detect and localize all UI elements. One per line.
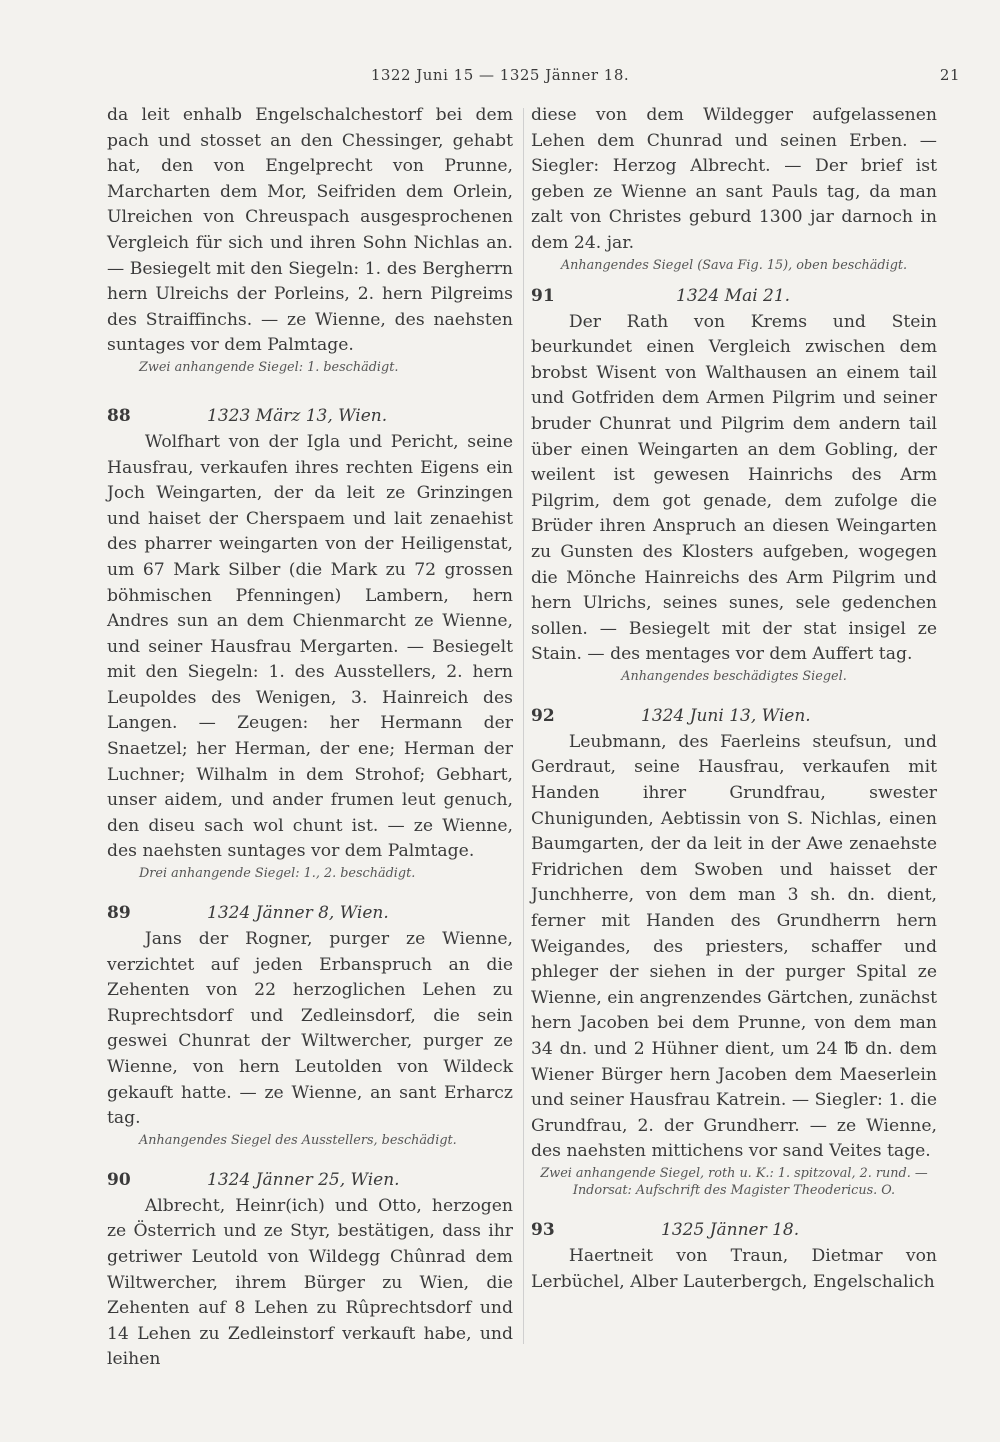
entry-text: Albrecht, Heinr(ich) und Otto, herzogen ze Österrich und ze Styr, bestätigen, dass ihr getriwer Leutold von Wildegg Chûnrad dem Wiltwercher, ihrem Bürger zu Wien, die Zehenten auf 8 Lehen zu Rûprechtsdorf und 14 Lehen zu Zedleinstorf verkauft habe, und leihen xyxy=(107,1195,513,1370)
seal-note: Zwei anhangende Siegel: 1. beschädigt. xyxy=(139,359,399,375)
entry-date: 1324 Jänner 25, Wien. xyxy=(207,1169,400,1190)
entry-heading xyxy=(107,901,513,925)
document-entry-88 xyxy=(107,404,513,882)
document-entry-91 xyxy=(531,284,937,685)
entry-number: 93 xyxy=(531,1219,555,1240)
seal-note: Anhangendes Siegel (Sava Fig. 15), oben beschädigt. xyxy=(560,257,908,273)
document-entry-89 xyxy=(107,901,513,1149)
seal-note: Drei anhangende Siegel: 1., 2. beschädigt. xyxy=(139,866,416,882)
continuation-text: da leit enhalb Engelschalchestorf bei dem pach und stosset an den Chessinger, gehabt hat, den von Engelprecht von Prunne, Marcharten dem Mor, Seifriden dem Orlein, Ulreichen von Chreuspach ausgesprochenen Vergleich für sich und ihren Sohn Nichlas an. — Besiegelt mit den Siegeln: 1. des Bergherrn hern Ulreichs der Porleins, 2. hern Pilgreims des Straiffinchs. — ze Wienne, des naehsten suntages vor dem Palmtage. xyxy=(107,105,513,356)
running-header xyxy=(0,66,1000,86)
entry-heading xyxy=(531,704,937,728)
seal-note: Anhangendes Siegel des Ausstellers, beschädigt. xyxy=(139,1132,457,1148)
entry-date: 1323 März 13, Wien. xyxy=(207,405,388,426)
seal-note: Anhangendes beschädigtes Siegel. xyxy=(621,668,847,684)
entry-date: 1324 Mai 21. xyxy=(676,285,791,306)
entry-heading xyxy=(531,1218,937,1242)
entry-number: 91 xyxy=(531,285,555,306)
entry-heading xyxy=(107,1168,513,1192)
entry-text: Leubmann, des Faerleins steufsun, und Gerdraut, seine Hausfrau, verkaufen mit Handen ihrer Grundfrau, swester Chunigunden, Aebtissin von S. Nichlas, einen Baumgarten, der da leit in der Awe zenaehste Fridrichen dem Swoben und haisset der Junchherre, von dem man 3 sh. dn. dient, ferner mit Handen des Grundherrn hern Weigandes, des priesters, schaffer und phleger der siehen in der purger Spital ze Wienne, ein angrenzendes Gärtchen, zunächst hern Jacoben bei dem Prunne, von dem man 34 dn. und 2 Hühner dient, um 24 ℔ dn. dem Wiener Bürger hern Jacoben dem Maeserlein und seiner Hausfrau Katrein. — Siegler: 1. die Grundfrau, 2. der Grundherr. — ze Wienne, des naehsten mittichens vor sand Veites tage. xyxy=(531,731,937,1162)
document-entry-90 xyxy=(107,1168,513,1373)
entry-text: Der Rath von Krems und Stein beurkundet einen Vergleich zwischen dem brobst Wisent von Walthausen an einem tail und Gotfriden dem Armen Pilgrim und seiner bruder Chunrat und Pilgrim dem andern tail über einen Weingarten an dem Gobling, der weilent ist gewesen Hainrichs des Arm Pilgrim, dem got genade, dem zufolge die Brüder ihren Anspruch an diesen Weingarten zu Gunsten des Klosters aufgeben, wogegen die Mönche Hainreichs des Arm Pilgrim und hern Ulrichs, seines sunes, sele gedenchen sollen. — Besiegelt mit der stat insigel ze Stain. — des mentages vor dem Auffert tag. xyxy=(531,311,937,665)
left-column xyxy=(107,103,513,1373)
entry-heading xyxy=(107,404,513,428)
entry-date: 1324 Jänner 8, Wien. xyxy=(207,903,389,924)
entry-text: Wolfhart von der Igla und Pericht, seine Hausfrau, verkaufen ihres rechten Eigens ein Joch Weingarten, der da leit ze Grinzingen und haiset der Cherspaem und lait zenaehist des pharrer weingarten von der Heiligenstat, um 67 Mark Silber (die Mark zu 72 grossen böhmischen Pfenningen) Lambern, hern Andres sun an dem Chienmarcht ze Wienne, und seiner Hausfrau Mergarten. — Besiegelt mit den Siegeln: 1. des Ausstellers, 2. hern Leupoldes des Wenigen, 3. Hainreich des Langen. — Zeugen: her Hermann der Snaetzel; her Herman, der ene; Herman der Luchner; Wilhalm in dem Strohof; Gebhart, unser aidem, und ander frumen leut genuch, den diseu sach wol chunt ist. — ze Wienne, des naehsten suntages vor dem Palmtage. xyxy=(107,431,513,862)
document-entry-92 xyxy=(531,704,937,1199)
right-column xyxy=(531,103,937,1295)
document-entry-93 xyxy=(531,1218,937,1295)
entry-number: 92 xyxy=(531,705,555,726)
entry-text: Haertneit von Traun, Dietmar von Lerbüchel, Alber Lauterbergch, Engelschalich xyxy=(531,1245,937,1292)
running-title: 1322 Juni 15 — 1325 Jänner 18. xyxy=(370,66,630,84)
seal-note: Zwei anhangende Siegel, roth u. K.: 1. spitzoval, 2. rund. — Indorsat: Aufschrift des Magister Theodericus. O. xyxy=(540,1165,928,1198)
entry-date: 1324 Juni 13, Wien. xyxy=(641,705,811,726)
entry-number: 88 xyxy=(107,405,131,426)
entry-heading xyxy=(531,284,937,308)
entry-number: 89 xyxy=(107,903,131,924)
entry-date: 1325 Jänner 18. xyxy=(661,1219,800,1240)
continuation-text: diese von dem Wildegger aufgelassenen Lehen dem Chunrad und seinen Erben. — Siegler: Herzog Albrecht. — Der brief ist geben ze Wienne an sant Pauls tag, da man zalt von Christes geburd 1300 jar darnoch in dem 24. jar. xyxy=(531,105,937,253)
page-number: 21 xyxy=(939,66,960,84)
entry-number: 90 xyxy=(107,1169,131,1190)
entry-text: Jans der Rogner, purger ze Wienne, verzichtet auf jeden Erbanspruch an die Zehenten von 22 herzoglichen Lehen zu Ruprechtsdorf und Zedleinsdorf, die sein geswei Chunrat der Wiltwercher, purger ze Wienne, von hern Leutolden von Wildeck gekauft hatte. — ze Wienne, an sant Erharcz tag. xyxy=(107,929,513,1129)
column-divider xyxy=(523,108,524,1344)
